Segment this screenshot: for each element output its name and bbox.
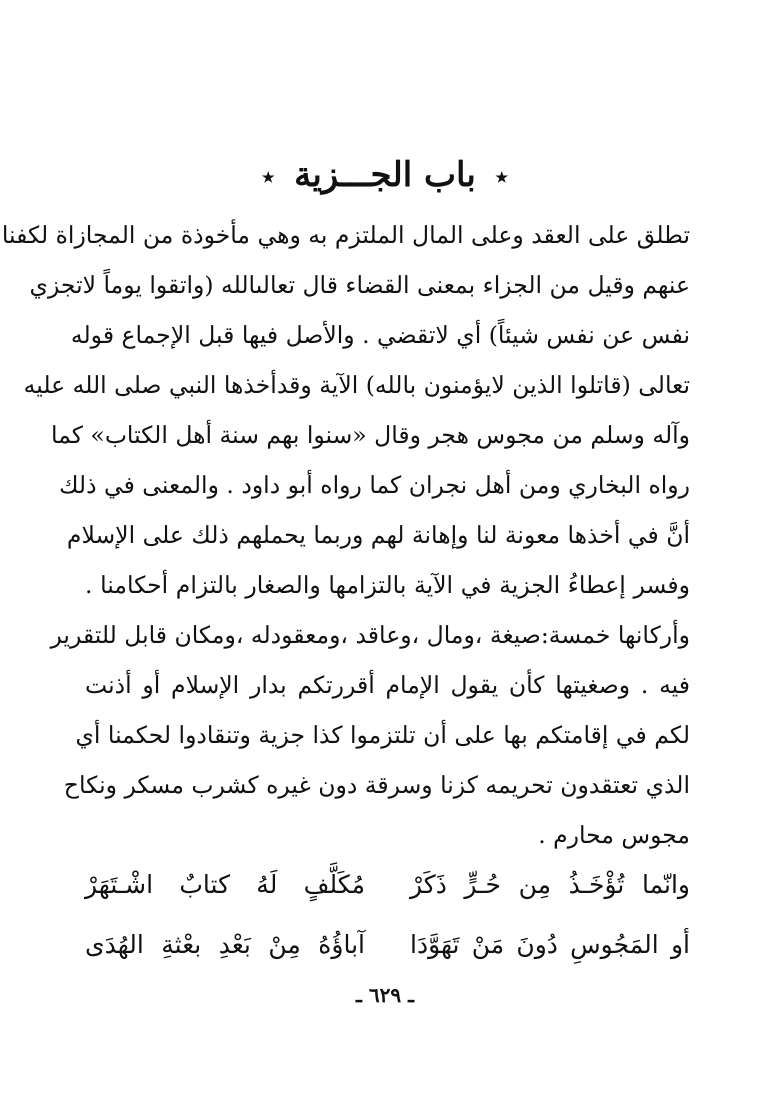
text-line: أنَّ في أخذها معونة لنا وإهانة لهم وربما يحملهم ذلك على الإسلام <box>66 521 690 549</box>
page-number: ـ ٦٢٩ ـ <box>356 983 414 1007</box>
text-line: عنهم وقيل من الجزاء بمعنى القضاء قال تعالىالله (واتقوا يوماً لاتجزي <box>29 271 690 299</box>
text-line: وفسر إعطاءُ الجزية في الآية بالتزامها والصغار بالتزام أحكامنا . <box>85 571 690 599</box>
text-line: الذي تعتقدون تحريمه كزنا وسرقة دون غيره كشرب مسكر ونكاح <box>63 771 690 799</box>
text-line: تعالى (قاتلوا الذين لايؤمنون بالله) الآية وقدأخذها النبي صلى الله عليه <box>23 371 690 399</box>
chapter-title: باب الجـــزية <box>294 155 476 195</box>
star-ornament-left: ٭ <box>262 164 275 190</box>
text-line: لكم في إقامتكم بها على أن تلتزموا كذا جزية وتنقادوا لحكمنا أي <box>75 721 690 749</box>
chapter-heading <box>0 150 770 202</box>
star-ornament-right: ٭ <box>495 164 508 190</box>
text-line-last: مجوس محارم . <box>538 821 690 849</box>
text-line: وأركانها خمسة:صيغة ،ومال ،وعاقد ،ومعقودله ،ومكان قابل للتقرير <box>50 621 690 649</box>
text-line: فيه . وصغيتها كأن يقول الإمام أقررتكم بدار الإسلام أو أذنت <box>85 671 690 699</box>
poem-verses <box>85 855 690 975</box>
verse-line <box>85 855 690 915</box>
text-line: وآله وسلم من مجوس هجر وقال «سنوا بهم سنة أهل الكتاب» كما <box>51 421 690 449</box>
verse-first-hemistich: وانّما تُؤْخَـذُ مِن حُـرٍّ ذَكَرْ <box>410 870 690 899</box>
verse-second-hemistich: مُكَلَّفٍ لَهُ كتابٌ اشْـتَهَرْ <box>85 870 365 899</box>
text-line: نفس عن نفس شيئاً) أي لاتقضي . والأصل فيها قبل الإجماع قوله <box>70 321 690 349</box>
body-paragraph <box>1 210 690 860</box>
verse-second-hemistich: آباؤُهُ مِنْ بَعْدِ بعْثةِ الهُدَى <box>85 930 365 959</box>
verse-first-hemistich: أو المَجُوسِ دُونَ مَنْ تَهَوَّدَا <box>410 930 690 959</box>
text-line: تطلق على العقد وعلى المال الملتزم به وهي مأخوذة من المجازاة لكفنا <box>1 221 690 249</box>
verse-line <box>85 915 690 975</box>
text-line: رواه البخاري ومن أهل نجران كما رواه أبو داود . والمعنى في ذلك <box>59 471 690 499</box>
